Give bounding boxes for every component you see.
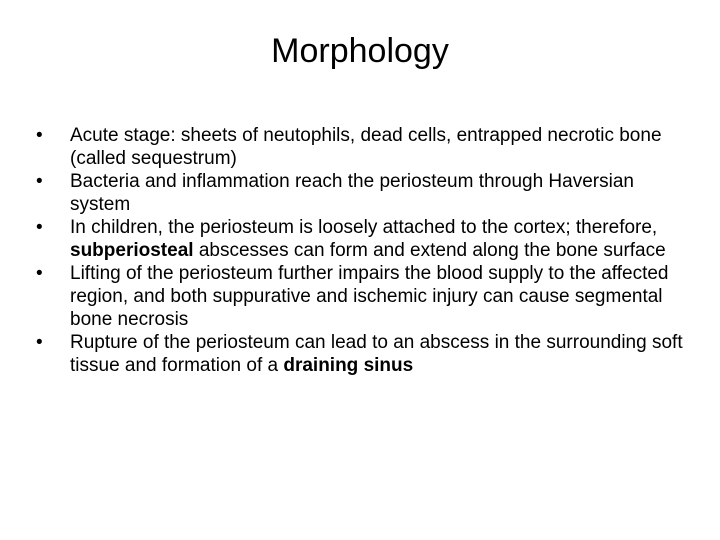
bullet-text-after: abscesses can form and extend along the bone surface: [193, 240, 666, 261]
bullet-text: Lifting of the periosteum further impairs the blood supply to the affected region, and both suppurative and ischemic injury can cause segmental bone necrosis: [70, 263, 669, 330]
bullet-text: [70, 217, 666, 261]
bullet-text-bold: subperiosteal: [70, 240, 194, 261]
bullet-item-bacteria: [36, 170, 686, 216]
bullet-item-children: [36, 216, 686, 262]
bullet-icon: •: [36, 171, 43, 192]
bullet-icon: •: [36, 263, 43, 284]
bullet-item-acute-stage: [36, 124, 686, 170]
bullet-item-rupture: [36, 331, 686, 377]
bullet-text-before: In children, the periosteum is loosely attached to the cortex; therefore,: [70, 217, 658, 238]
bullet-text: [70, 332, 683, 376]
bullet-text-bold: draining sinus: [283, 355, 414, 376]
bullet-icon: •: [36, 332, 43, 353]
bullet-text-before: Rupture of the periosteum can lead to an abscess in the surrounding soft tissue and formation of a: [70, 332, 683, 376]
bullet-icon: •: [36, 217, 43, 238]
bullet-icon: •: [36, 125, 43, 146]
bullet-item-lifting: [36, 262, 686, 331]
bullet-list: [36, 124, 686, 377]
bullet-text: Bacteria and inflammation reach the periosteum through Haversian system: [70, 171, 634, 215]
bullet-text: Acute stage: sheets of neutophils, dead cells, entrapped necrotic bone (called sequestrum): [70, 125, 662, 169]
slide-title: Morphology: [271, 32, 449, 70]
